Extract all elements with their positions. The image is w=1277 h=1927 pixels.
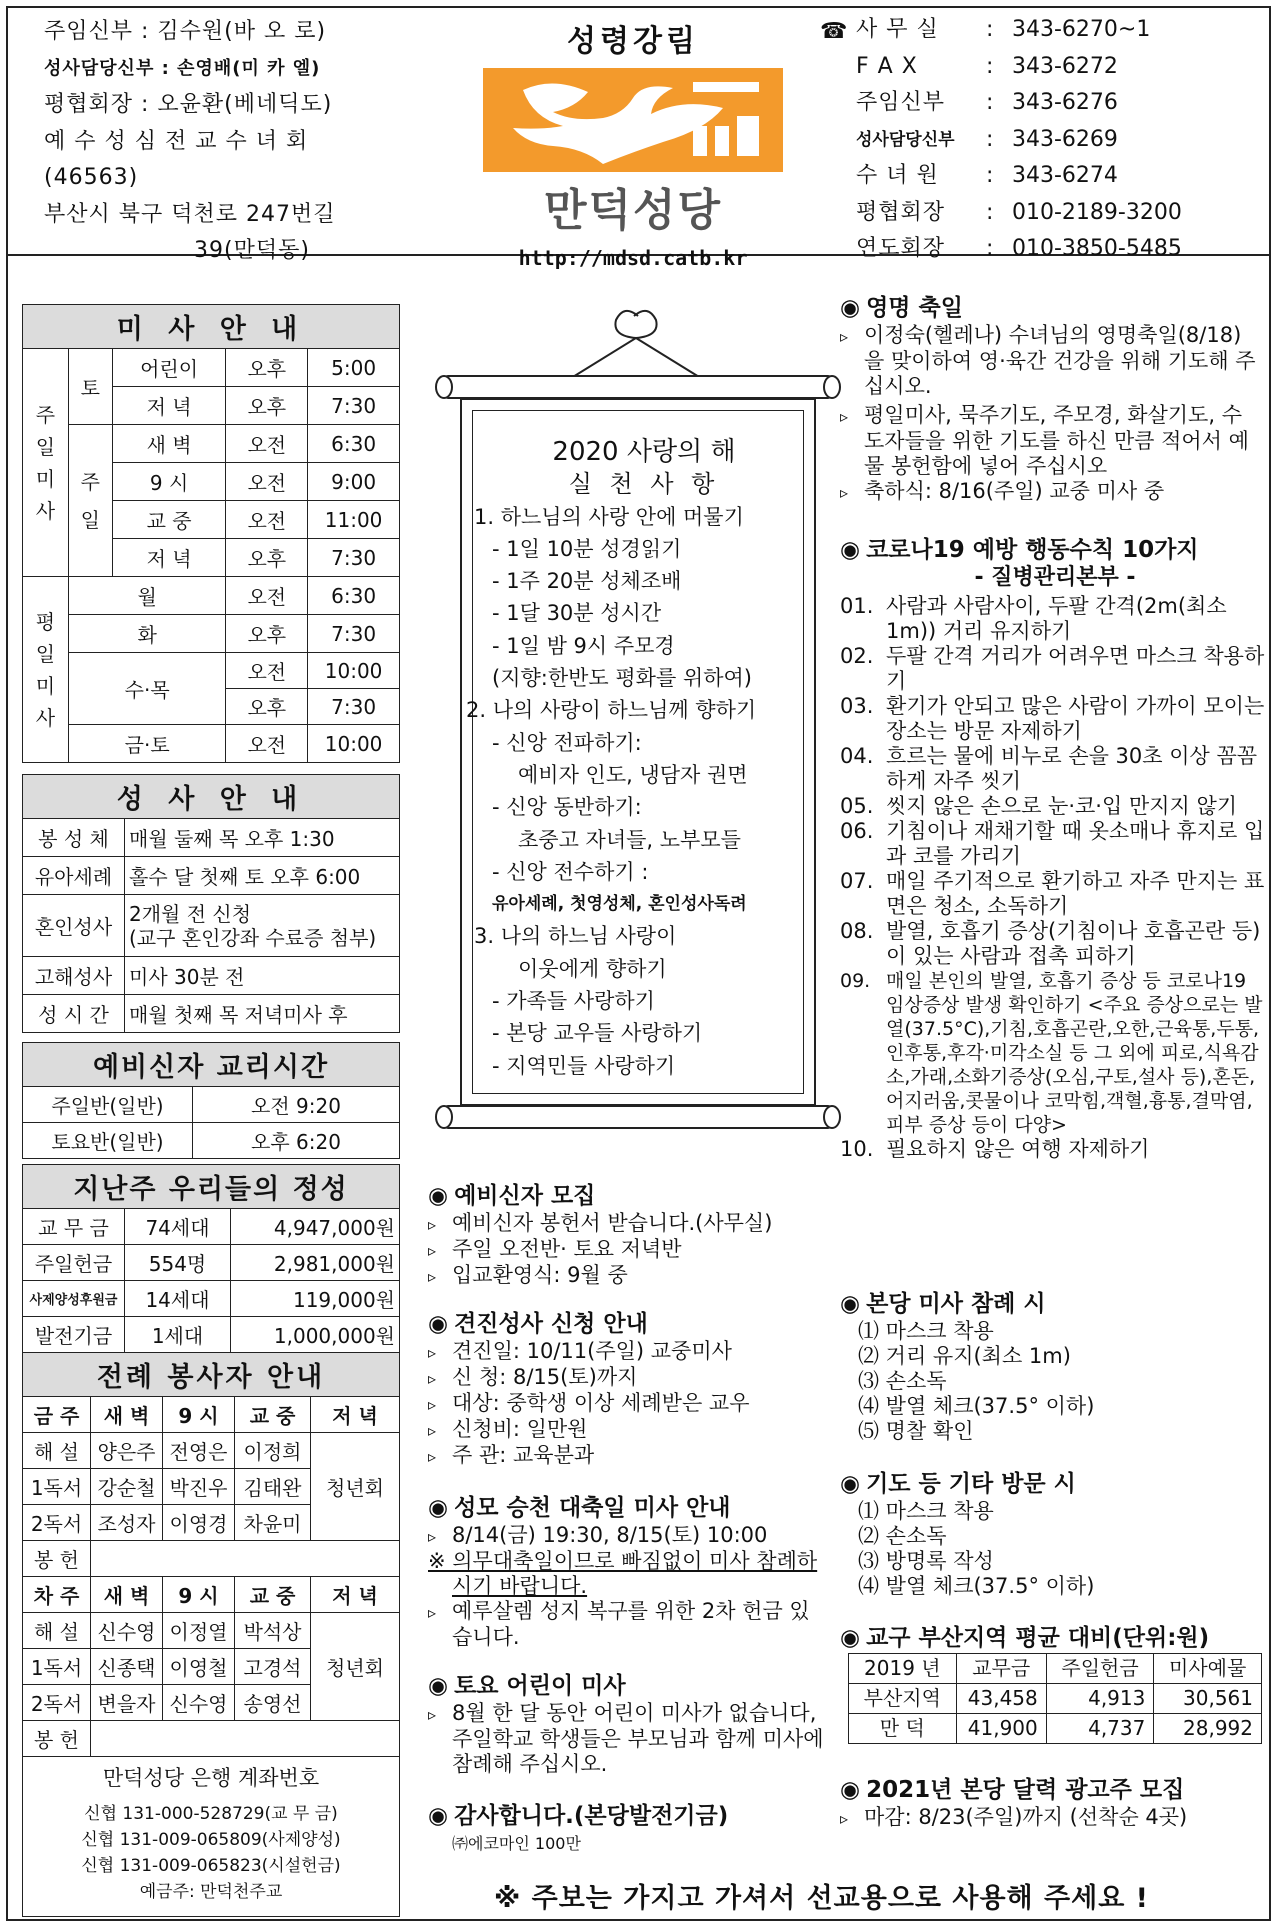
parish-logo xyxy=(483,68,783,172)
corona-rule: 01. 사람과 사람사이, 두팔 간격(2m(최소 1m)) 거리 유지하기 xyxy=(840,594,1227,643)
contact-row: 주임신부 : 343-6276 xyxy=(856,85,1276,122)
compare-value: 4,913 xyxy=(1046,1684,1154,1714)
compare-value: 41,900 xyxy=(956,1714,1046,1744)
servers-header: 교 중 xyxy=(235,1397,311,1433)
contact-label: F A X xyxy=(856,53,918,79)
server-name: 변을자 xyxy=(91,1685,163,1721)
sacrament-value: 매월 첫째 목 저녁미사 후 xyxy=(125,995,400,1033)
notice-item: ▹ 이정숙(헬레나) 수녀님의 영명축일(8/18)을 맞이하여 영·육간 건강을 위해 기도해 주십시오. xyxy=(840,323,1260,399)
scroll-subtitle: 실 천 사 항 xyxy=(568,470,720,499)
class-name: 토요반(일반) xyxy=(23,1123,193,1159)
contact-row: F A X : 343-6272 xyxy=(856,49,1276,86)
mass-name: 저 녁 xyxy=(112,387,226,425)
parish-name: 만덕성당 xyxy=(543,185,722,236)
scroll-line: - 1달 30분 성시간 xyxy=(492,601,662,626)
notice-children-mass xyxy=(428,1674,828,1777)
notice-item: ▹ 신청비: 일만원 xyxy=(428,1417,828,1443)
corona-rule: 04. 흐르는 물에 비누로 손을 30초 이상 꼼꼼하게 자주 씻기 xyxy=(840,744,1258,793)
offering-name: 사제양성후원금 xyxy=(23,1281,125,1317)
server-name: 신수영 xyxy=(91,1613,163,1649)
contact-value: 343-6272 xyxy=(1012,53,1118,79)
compare-value: 30,561 xyxy=(1154,1684,1262,1714)
class-time: 오후 6:20 xyxy=(193,1123,400,1159)
notice-title: ◉ 2021년 본당 달력 광고주 모집 xyxy=(840,1777,1185,1803)
notice-bullet-icon: ◉ xyxy=(428,1673,449,1699)
notice-item: ▹ 마감: 8/23(주일)까지 (선착순 4곳) xyxy=(840,1805,1270,1831)
contact-value: 010-3850-5485 xyxy=(1012,236,1182,261)
notice-item: ⑵ 손소독 xyxy=(858,1524,947,1548)
contact-list xyxy=(820,12,1276,268)
compare-label: 부산지역 xyxy=(849,1684,957,1714)
sacrament-title: 성 사 안 내 xyxy=(23,775,400,819)
server-name: 박진우 xyxy=(163,1469,235,1505)
offering-amount: 1,000,000원 xyxy=(231,1317,400,1353)
offering-amount: 2,981,000원 xyxy=(231,1245,400,1281)
mass-time: 7:30 xyxy=(308,387,400,425)
servers-title: 전례 봉사자 안내 xyxy=(23,1353,400,1397)
scroll-line: 1. 하느님의 사랑 안에 머물기 xyxy=(474,504,744,529)
postal-code: (46563) xyxy=(44,165,139,190)
mass-ampm: 오후 xyxy=(226,539,308,577)
sacrament-name: 성 시 간 xyxy=(23,995,125,1033)
notice-item: ▹ 예루살렘 성지 복구를 위한 2차 헌금 있습니다. xyxy=(428,1599,828,1650)
notice-diocese-compare xyxy=(840,1626,1270,1744)
server-name: 전영은 xyxy=(163,1433,235,1469)
contact-value: 010-2189-3200 xyxy=(1012,199,1182,225)
mass-name: 화 xyxy=(68,615,226,653)
address-line: 부산시 북구 덕천로 247번길 xyxy=(44,201,336,227)
mass-time: 11:00 xyxy=(308,501,400,539)
role: 1독서 xyxy=(23,1469,91,1505)
server-name: 이영경 xyxy=(163,1505,235,1541)
mass-ampm: 오후 xyxy=(226,387,308,425)
scroll-line: (지향:한반도 평화를 위하여) xyxy=(492,666,752,691)
offering-table xyxy=(22,1164,400,1353)
scroll-line: - 1일 밤 9시 주모경 xyxy=(492,633,675,658)
corona-rule: 06. 기침이나 재채기할 때 옷소매나 휴지로 입과 코를 가리기 xyxy=(840,819,1265,868)
scroll-line: 예비자 인도, 냉담자 권면 xyxy=(518,762,748,787)
notice-item: ▹ 입교환영식: 9월 중 xyxy=(428,1263,828,1289)
notice-subtitle: - 질병관리본부 - xyxy=(974,565,1136,590)
contact-row: 연도회장 : 010-3850-5485 xyxy=(856,231,1276,268)
compare-header: 주일헌금 xyxy=(1046,1654,1154,1684)
notice-bullet-icon: ◉ xyxy=(840,1471,861,1497)
notice-bullet-icon: ◉ xyxy=(428,1183,449,1209)
notice-bullet-icon: ◉ xyxy=(428,1803,449,1829)
notice-assumption xyxy=(428,1496,828,1650)
servers-header: 9 시 xyxy=(163,1397,235,1433)
bulletin-page xyxy=(6,6,1271,1921)
servers-header: 차 주 xyxy=(23,1577,91,1613)
notice-title: ◉ 감사합니다.(본당발전기금) xyxy=(428,1803,729,1829)
offering-count: 74세대 xyxy=(125,1209,231,1245)
notice-prayer-visit xyxy=(840,1472,1260,1599)
contact-value: 343-6274 xyxy=(1012,163,1118,188)
notice-item: ▹ 평일미사, 묵주기도, 주모경, 화살기도, 수도자들을 위한 기도를 하신 만큼 적어서 예물 봉헌함에 넣어 주십시오 xyxy=(840,403,1260,479)
servers-header: 저 녁 xyxy=(311,1397,400,1433)
offering-title: 지난주 우리들의 정성 xyxy=(23,1165,400,1209)
role: 해 설 xyxy=(23,1433,91,1469)
sunday-label: 주일 xyxy=(68,425,112,577)
notice-calendar-ad xyxy=(840,1778,1270,1831)
notice-item: ▹ 신 청: 8/15(토)까지 xyxy=(428,1365,828,1391)
sacrament-name: 유아세례 xyxy=(23,857,125,895)
logo-area xyxy=(478,16,788,270)
notice-item: ㈜에코마인 100만 xyxy=(452,1834,581,1853)
scroll-title: 2020 사랑의 해 xyxy=(552,437,736,467)
compare-label: 만 덕 xyxy=(849,1714,957,1744)
compare-header: 미사예물 xyxy=(1154,1654,1262,1684)
role: 해 설 xyxy=(23,1613,91,1649)
evening-server: 청년회 xyxy=(311,1613,400,1721)
servers-header: 새 벽 xyxy=(91,1397,163,1433)
catechumen-table xyxy=(22,1042,400,1159)
confessor-line: 성사담당신부 : 손영배(미 카 엘) xyxy=(44,57,321,79)
mass-time: 9:00 xyxy=(308,463,400,501)
offering-name: 발전기금 xyxy=(23,1317,125,1353)
contact-label: 사 무 실 xyxy=(856,17,939,42)
mass-name: 저 녁 xyxy=(112,539,226,577)
mass-ampm: 오후 xyxy=(226,349,308,387)
corona-rule: 02. 두팔 간격 거리가 어려우면 마스크 착용하기 xyxy=(840,644,1265,693)
notice-title: ◉ 성모 승천 대축일 미사 안내 xyxy=(428,1495,731,1521)
mass-ampm: 오전 xyxy=(226,653,308,689)
notice-bullet-icon: ◉ xyxy=(428,1495,449,1521)
notice-bullet-icon: ◉ xyxy=(840,537,861,563)
sunday-mass-label: 주일미사 xyxy=(23,349,69,577)
scroll-line: - 신앙 전파하기: xyxy=(492,730,642,755)
bank-holder: 예금주: 만덕천주교 xyxy=(139,1882,283,1902)
contact-label: 연도회장 xyxy=(856,236,946,261)
mass-name: 교 중 xyxy=(112,501,226,539)
notice-mass-attendance xyxy=(840,1292,1260,1444)
notice-item: ▹ 주 관: 교육분과 xyxy=(428,1443,828,1469)
notice-item: ⑷ 발열 체크(37.5° 이하) xyxy=(858,1574,1095,1598)
role: 봉 헌 xyxy=(23,1721,91,1757)
mass-time: 7:30 xyxy=(308,689,400,725)
contact-label: 평협회장 xyxy=(856,199,946,225)
contact-row: 성사담당신부 : 343-6269 xyxy=(856,122,1276,159)
sacrament-name: 봉 성 체 xyxy=(23,819,125,857)
mass-time: 7:30 xyxy=(308,539,400,577)
notice-item: ⑶ 손소독 xyxy=(858,1369,947,1393)
notice-item: ⑴ 마스크 착용 xyxy=(858,1499,994,1523)
weekday-mass-label: 평일미사 xyxy=(23,577,69,763)
server-name: 강순철 xyxy=(91,1469,163,1505)
mass-ampm: 오전 xyxy=(226,425,308,463)
notice-bullet-icon: ◉ xyxy=(840,1777,861,1803)
notice-item: ▹ 축하식: 8/16(주일) 교중 미사 중 xyxy=(840,479,1260,505)
sacrament-name: 고해성사 xyxy=(23,957,125,995)
server-name xyxy=(91,1721,400,1757)
notice-bullet-icon: ◉ xyxy=(428,1311,449,1337)
notice-title: ◉ 교구 부산지역 평균 대비(단위:원) xyxy=(840,1625,1210,1651)
sisters-line: 예 수 성 심 전 교 수 녀 회 xyxy=(44,128,309,154)
compare-value: 43,458 xyxy=(956,1684,1046,1714)
scroll-line: 초중고 자녀들, 노부모들 xyxy=(518,827,741,852)
scroll-line: - 신앙 동반하기: xyxy=(492,795,642,820)
server-name: 박석상 xyxy=(235,1613,311,1649)
notice-corona xyxy=(840,538,1270,1162)
offering-amount: 119,000원 xyxy=(231,1281,400,1317)
sacrament-value: 미사 30분 전 xyxy=(125,957,400,995)
notice-title: ◉ 토요 어린이 미사 xyxy=(428,1673,626,1699)
council-line: 평협회장 : 오윤환(베네딕도) xyxy=(44,92,333,117)
server-name: 신종택 xyxy=(91,1649,163,1685)
mass-schedule-table xyxy=(22,304,400,763)
bank-account: 신협 131-009-065823(시설헌금) xyxy=(81,1856,341,1876)
servers-table xyxy=(22,1352,400,1917)
parish-info xyxy=(44,14,444,270)
corona-rule: 08. 발열, 호흡기 증상(기침이나 호흡곤란 등)이 있는 사람과 접촉 피하기 xyxy=(840,919,1261,968)
notice-item: ▹ 8월 한 달 동안 어린이 미사가 없습니다, 주일학교 학생들은 부모님과 함께 미사에 참례해 주십시오. xyxy=(428,1701,828,1777)
server-name: 김태완 xyxy=(235,1469,311,1505)
server-name: 조성자 xyxy=(91,1505,163,1541)
server-name: 이영철 xyxy=(163,1649,235,1685)
server-name: 신수영 xyxy=(163,1685,235,1721)
footer-message: ※ 주보는 가지고 가셔서 선교용으로 사용해 주세요 ! xyxy=(494,1883,1150,1914)
mass-title: 미 사 안 내 xyxy=(23,305,400,349)
server-name: 송영선 xyxy=(235,1685,311,1721)
liturgical-title: 성령강림 xyxy=(567,24,699,59)
mass-time: 6:30 xyxy=(308,577,400,615)
corona-rule: 03. 환기가 안되고 많은 사람이 가까이 모이는 장소는 방문 자제하기 xyxy=(840,694,1265,743)
mass-name: 어린이 xyxy=(112,349,226,387)
contact-label: 수 녀 원 xyxy=(856,163,939,188)
scroll-line: 이웃에게 향하기 xyxy=(518,956,667,981)
sacrament-value: 2개월 전 신청 (교구 혼인강좌 수료증 첨부) xyxy=(125,895,400,957)
bank-box xyxy=(23,1757,400,1917)
notice-feast xyxy=(840,296,1260,505)
notice-thanks xyxy=(428,1804,828,1856)
notice-title: ◉ 본당 미사 참례 시 xyxy=(840,1291,1046,1317)
server-name: 양은주 xyxy=(91,1433,163,1469)
contact-label: 성사담당신부 xyxy=(856,129,955,150)
notice-title: ◉ 영명 축일 xyxy=(840,295,963,321)
scroll-line: 유아세례, 첫영성체, 혼인성사독려 xyxy=(492,894,747,915)
bank-account: 신협 131-000-528729(교 무 금) xyxy=(84,1804,338,1824)
notice-item: ▹ 대상: 중학생 이상 세례받은 교우 xyxy=(428,1391,828,1417)
corona-rule: 07. 매일 주기적으로 환기하고 자주 만지는 표면은 청소, 소독하기 xyxy=(840,869,1265,918)
scroll-line: 2. 나의 사랑이 하느님께 향하기 xyxy=(466,698,757,723)
notice-item: ⑶ 방명록 작성 xyxy=(858,1549,994,1573)
servers-header: 교 중 xyxy=(235,1577,311,1613)
notice-confirmation xyxy=(428,1312,828,1469)
evening-server: 청년회 xyxy=(311,1433,400,1541)
notice-item: ⑴ 마스크 착용 xyxy=(858,1319,994,1343)
notice-item: ▹ 예비신자 봉헌서 받습니다.(사무실) xyxy=(428,1211,828,1237)
mass-name: 9 시 xyxy=(112,463,226,501)
offering-count: 14세대 xyxy=(125,1281,231,1317)
notice-item: ⑵ 거리 유지(최소 1m) xyxy=(858,1344,1071,1368)
mass-name: 새 벽 xyxy=(112,425,226,463)
sacrament-value: 매월 둘째 목 오후 1:30 xyxy=(125,819,400,857)
contact-row: 평협회장 : 010-2189-3200 xyxy=(856,195,1276,232)
masthead xyxy=(8,8,1269,270)
parish-url[interactable]: http://mdsd.catb.kr xyxy=(518,246,748,270)
catechumen-title: 예비신자 교리시간 xyxy=(23,1043,400,1087)
notice-item: ▹ 견진일: 10/11(주일) 교중미사 xyxy=(428,1339,828,1365)
bank-account: 신협 131-009-065809(사제양성) xyxy=(81,1830,341,1850)
mass-ampm: 오전 xyxy=(226,577,308,615)
notice-title: ◉ 기도 등 기타 방문 시 xyxy=(840,1471,1076,1497)
mass-time: 7:30 xyxy=(308,615,400,653)
scroll-line: - 본당 교우들 사랑하기 xyxy=(492,1021,703,1046)
mass-name: 금·토 xyxy=(68,725,226,763)
pastor-line: 주임신부 : 김수원(바 오 로) xyxy=(44,19,327,44)
servers-header: 9 시 xyxy=(163,1577,235,1613)
offering-name: 주일헌금 xyxy=(23,1245,125,1281)
scroll-line: - 지역민들 사랑하기 xyxy=(492,1053,676,1078)
notice-bullet-icon: ◉ xyxy=(840,1625,861,1651)
offering-name: 교 무 금 xyxy=(23,1209,125,1245)
notice-item: ▹ 주일 오전반· 토요 저녁반 xyxy=(428,1237,828,1263)
bank-title: 만덕성당 은행 계좌번호 xyxy=(102,1766,320,1790)
notice-title: ◉ 코로나19 예방 행동수칙 10가지 xyxy=(840,537,1199,563)
notice-item: ⑸ 명찰 확인 xyxy=(858,1419,974,1443)
contact-label: 주임신부 xyxy=(856,90,946,115)
mass-name: 수·목 xyxy=(68,653,226,725)
notice-note: ※ 의무대축일이므로 빠짐없이 미사 참례하시기 바랍니다. xyxy=(428,1549,818,1598)
scroll-line: - 신앙 전수하기 : xyxy=(492,859,649,884)
love-year-practice xyxy=(466,436,814,1082)
contact-value: 343-6276 xyxy=(1012,90,1118,115)
mass-time: 10:00 xyxy=(308,725,400,763)
offering-count: 554명 xyxy=(125,1245,231,1281)
scroll-line: 3. 나의 하느님 사랑이 xyxy=(474,924,677,949)
scroll-line: - 1일 10분 성경읽기 xyxy=(492,536,682,561)
mass-ampm: 오전 xyxy=(226,463,308,501)
scroll-line: - 1주 20분 성체조배 xyxy=(492,569,682,594)
server-name: 고경석 xyxy=(235,1649,311,1685)
sacrament-value: 홀수 달 첫째 토 오후 6:00 xyxy=(125,857,400,895)
compare-value: 28,992 xyxy=(1154,1714,1262,1744)
notice-title: ◉ 예비신자 모집 xyxy=(428,1183,596,1209)
class-time: 오전 9:20 xyxy=(193,1087,400,1123)
mass-ampm: 오후 xyxy=(226,615,308,653)
servers-header: 금 주 xyxy=(23,1397,91,1433)
contact-value: 343-6270~1 xyxy=(1012,17,1151,42)
server-name: 이정열 xyxy=(163,1613,235,1649)
compare-header: 2019 년 xyxy=(849,1654,957,1684)
contact-row: 사 무 실 : 343-6270~1 xyxy=(856,12,1276,49)
mass-ampm: 오후 xyxy=(226,689,308,725)
corona-rule: 09. 매일 본인의 발열, 호흡기 증상 등 코로나19 임상증상 발생 확인하기 <주요 증상으로는 발열(37.5°C),기침,호흡곤란,오한,근육통,두통,인후통,후각·미각소실 등 그 외에 피로,식욕감소,가래,소화기증상(오심,구토,설사 등),혼돈,어지러움,콧물이나 코막힘,객혈,흉통,결막염,피부 증상 등이 다양> xyxy=(840,970,1263,1136)
mass-name: 월 xyxy=(68,577,226,615)
mass-ampm: 오전 xyxy=(226,725,308,763)
mass-time: 10:00 xyxy=(308,653,400,689)
offering-amount: 4,947,000원 xyxy=(231,1209,400,1245)
server-name: 이정희 xyxy=(235,1433,311,1469)
role: 2독서 xyxy=(23,1685,91,1721)
scroll-line: - 가족들 사랑하기 xyxy=(492,989,655,1014)
notice-bullet-icon: ◉ xyxy=(840,1291,861,1317)
server-name xyxy=(91,1541,400,1577)
saturday-label: 토 xyxy=(68,349,112,425)
mass-time: 6:30 xyxy=(308,425,400,463)
role: 2독서 xyxy=(23,1505,91,1541)
notice-bullet-icon: ◉ xyxy=(840,295,861,321)
sacrament-name: 혼인성사 xyxy=(23,895,125,957)
sacrament-table xyxy=(22,774,400,1033)
offering-count: 1세대 xyxy=(125,1317,231,1353)
servers-header: 새 벽 xyxy=(91,1577,163,1613)
address-line-2: 39(만덕동) xyxy=(194,238,310,263)
servers-header: 저 녁 xyxy=(311,1577,400,1613)
phone-icon: ☎ xyxy=(820,19,848,44)
notice-title: ◉ 견진성사 신청 안내 xyxy=(428,1311,648,1337)
mass-ampm: 오전 xyxy=(226,501,308,539)
notice-item: ▹ 8/14(금) 19:30, 8/15(토) 10:00 xyxy=(428,1523,828,1549)
server-name: 차윤미 xyxy=(235,1505,311,1541)
corona-rule: 05. 씻지 않은 손으로 눈·코·입 만지지 않기 xyxy=(840,794,1238,818)
class-name: 주일반(일반) xyxy=(23,1087,193,1123)
role: 봉 헌 xyxy=(23,1541,91,1577)
compare-header: 교무금 xyxy=(956,1654,1046,1684)
role: 1독서 xyxy=(23,1649,91,1685)
corona-rule: 10. 필요하지 않은 여행 자제하기 xyxy=(840,1137,1150,1161)
contact-value: 343-6269 xyxy=(1012,126,1118,152)
compare-table xyxy=(848,1653,1262,1744)
notice-catechumen xyxy=(428,1184,828,1289)
contact-row: 수 녀 원 : 343-6274 xyxy=(856,158,1276,195)
compare-value: 4,737 xyxy=(1046,1714,1154,1744)
notice-item: ⑷ 발열 체크(37.5° 이하) xyxy=(858,1394,1095,1418)
mass-time: 5:00 xyxy=(308,349,400,387)
